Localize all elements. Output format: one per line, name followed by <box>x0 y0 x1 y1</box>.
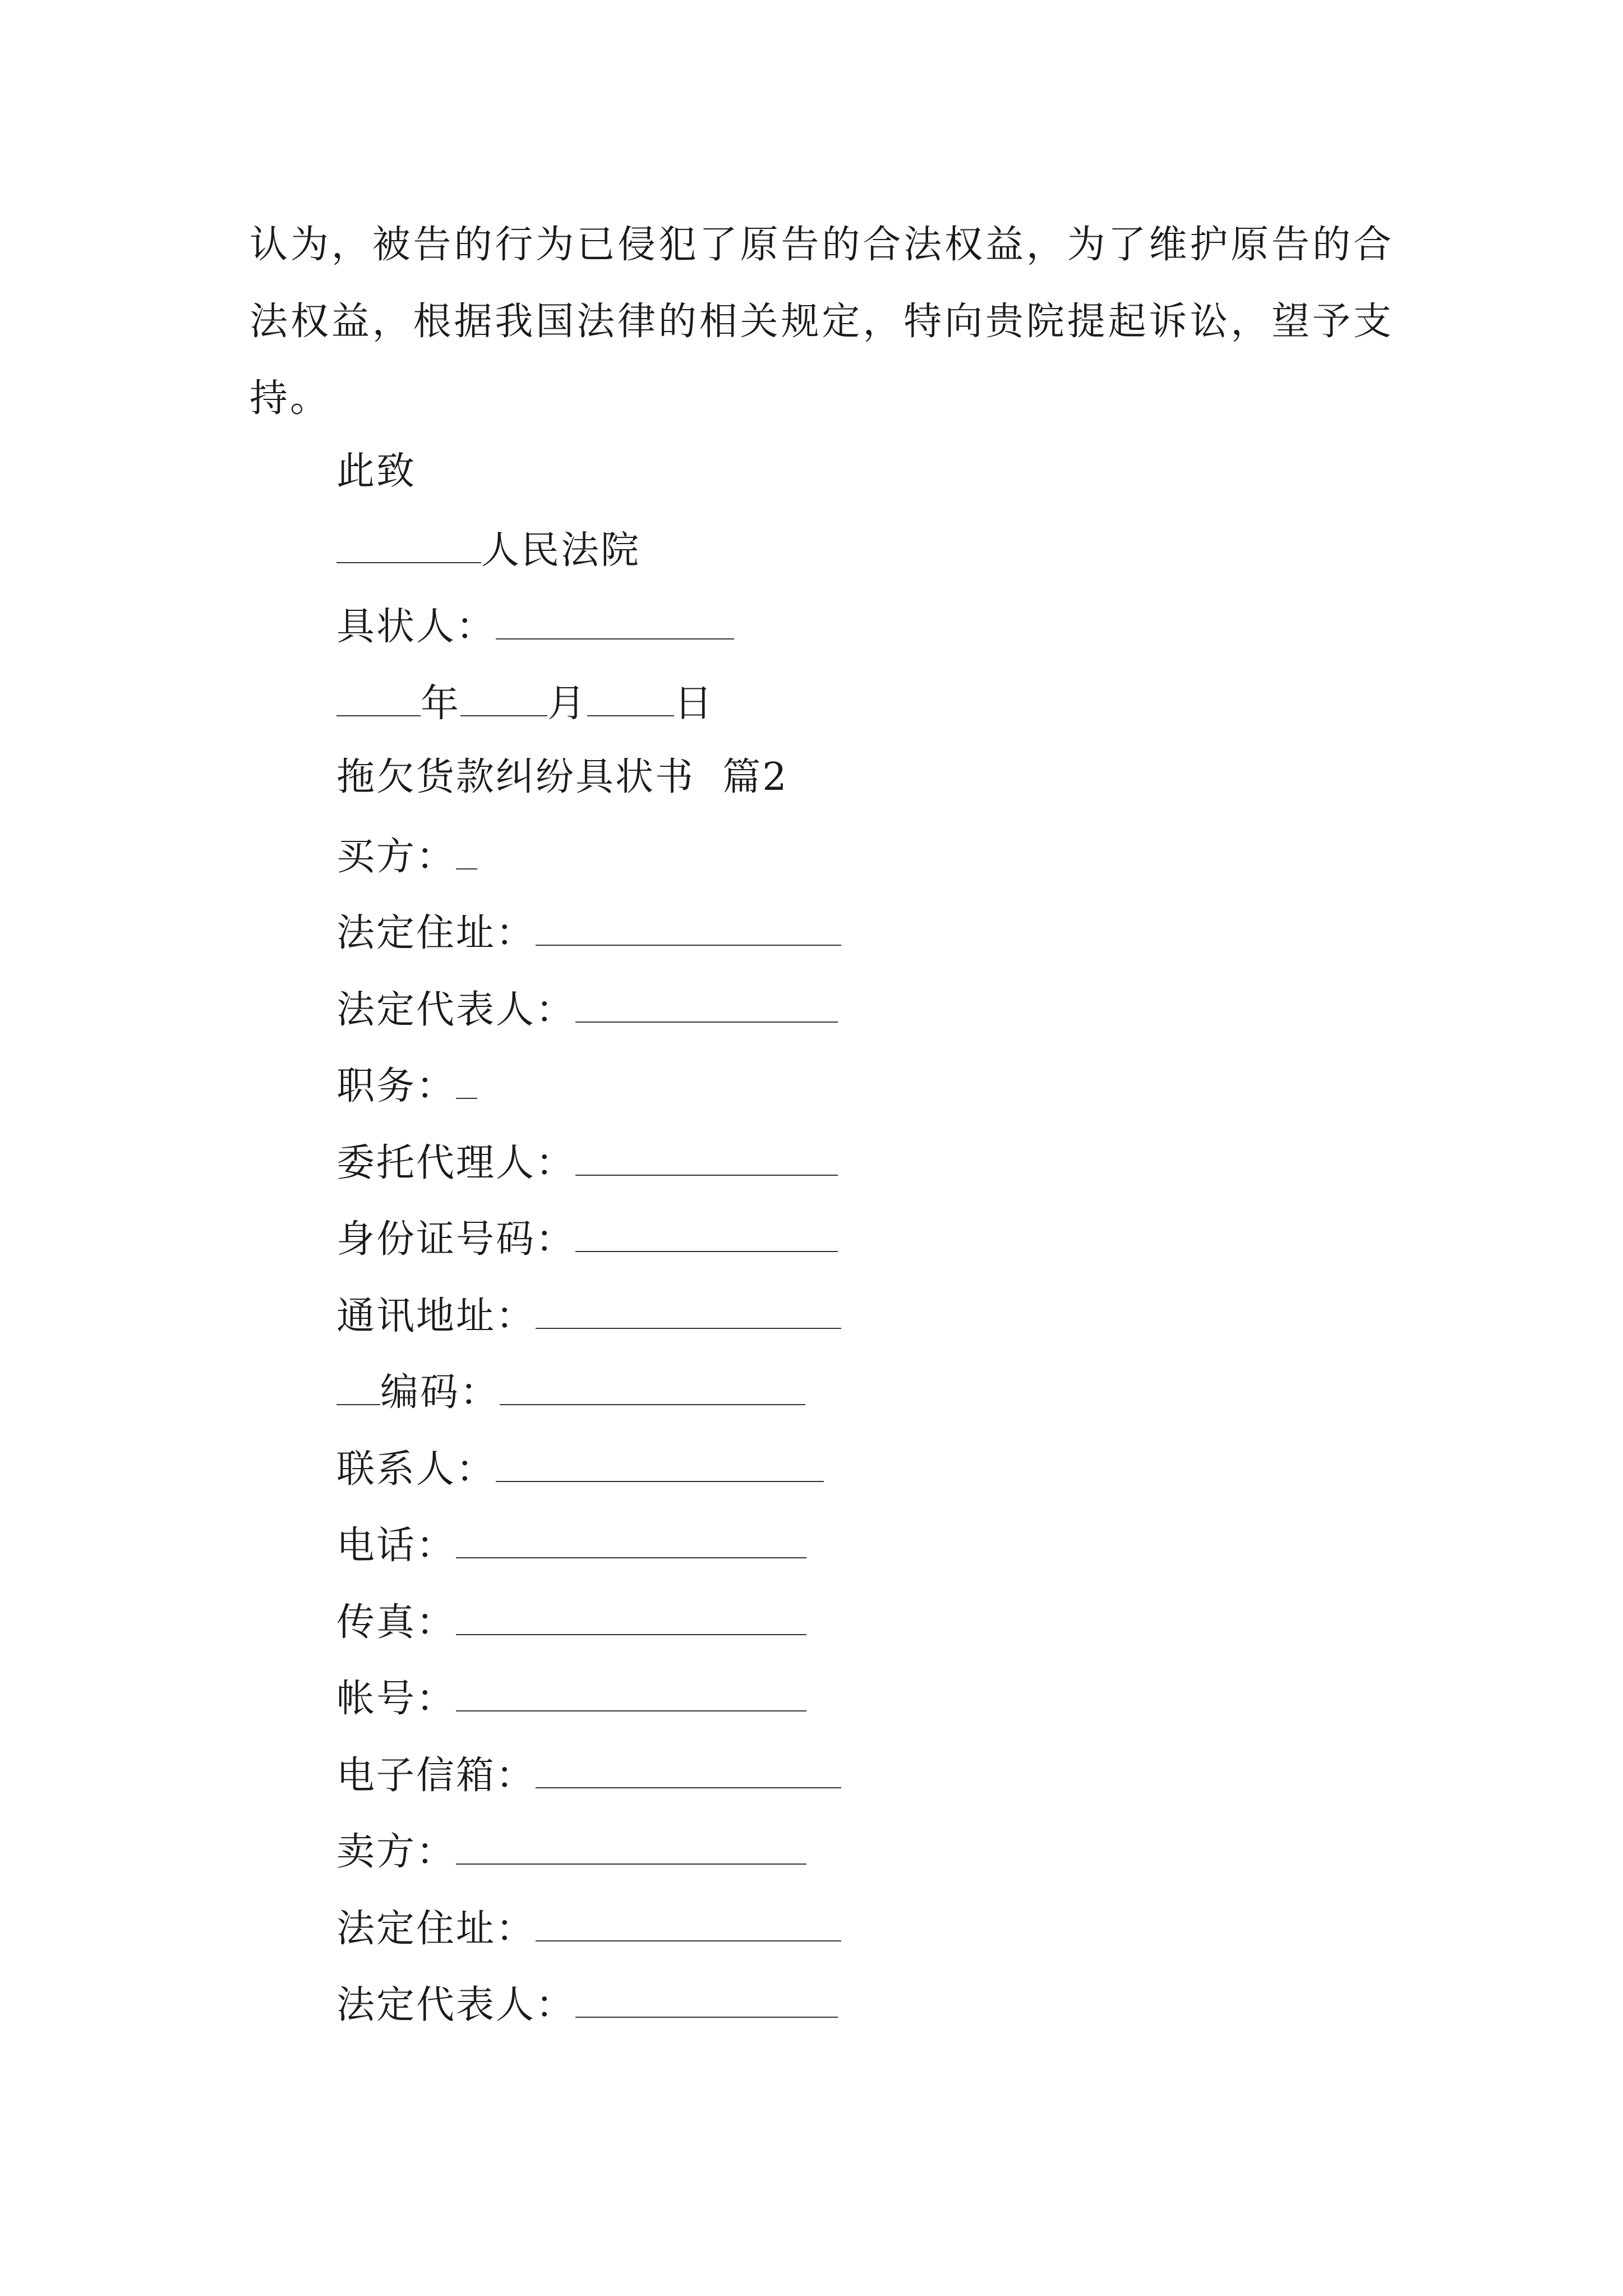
month-blank <box>460 676 547 716</box>
field-buyer <box>336 829 477 880</box>
field-position <box>336 1059 477 1109</box>
section-title <box>336 752 789 803</box>
field-label: 法定代表人： <box>336 1983 576 2027</box>
field-id-number <box>336 1212 838 1262</box>
plaintiff-line <box>336 599 734 650</box>
field-label: 通讯地址： <box>336 1294 536 1338</box>
year-label: 年 <box>421 682 461 726</box>
day-label: 日 <box>674 682 714 726</box>
field-buyer-address <box>336 905 841 956</box>
field-blank <box>575 982 838 1023</box>
court-text: 人民法院 <box>481 528 641 573</box>
code-prefix-blank <box>336 1365 380 1405</box>
field-blank <box>536 1289 841 1329</box>
field-blank <box>456 1595 806 1635</box>
field-blank <box>496 1442 824 1482</box>
court-blank <box>336 523 481 563</box>
field-label: 卖方： <box>336 1830 457 1874</box>
field-blank <box>456 1824 806 1865</box>
date-line <box>336 676 714 726</box>
field-blank <box>575 1212 838 1252</box>
field-blank <box>536 1901 841 1941</box>
field-blank <box>575 1135 838 1176</box>
field-label: 电子信箱： <box>336 1754 536 1798</box>
field-seller-representative <box>336 1977 838 2028</box>
year-blank <box>336 676 421 716</box>
field-agent <box>336 1135 838 1186</box>
field-blank <box>575 1977 838 2018</box>
field-label: 身份证号码： <box>336 1217 576 1262</box>
court-line <box>336 523 640 573</box>
field-label: 法定住址： <box>336 911 536 955</box>
field-seller <box>336 1824 806 1875</box>
field-mailing-address <box>336 1289 841 1339</box>
plaintiff-label: 具状人： <box>336 605 496 649</box>
field-blank <box>456 1059 477 1099</box>
closing-text: 此致 <box>336 449 417 494</box>
field-contact <box>336 1442 824 1492</box>
closing-line <box>336 447 416 497</box>
field-label: 法定住址： <box>336 1907 536 1951</box>
field-code <box>336 1365 805 1415</box>
month-label: 月 <box>547 682 588 726</box>
field-phone <box>336 1518 806 1568</box>
field-email <box>336 1748 841 1798</box>
field-account <box>336 1671 806 1722</box>
field-seller-address <box>336 1901 841 1952</box>
field-buyer-representative <box>336 982 838 1033</box>
section-title-text: 拖欠货款纠纷具状书 篇2 <box>336 755 789 799</box>
field-blank <box>456 829 477 869</box>
field-label: 法定代表人： <box>336 988 576 1032</box>
body-paragraph: 认为，被告的行为已侵犯了原告的合法权益，为了维护原告的合法权益，根据我国法律的相关规定，特向贵院提起诉讼，望予支持。 <box>250 223 1394 421</box>
field-fax <box>336 1595 806 1645</box>
field-blank <box>456 1518 806 1558</box>
field-label: 委托代理人： <box>336 1141 576 1185</box>
field-blank <box>456 1671 806 1711</box>
field-label: 电话： <box>336 1524 457 1568</box>
field-label: 联系人： <box>336 1447 496 1492</box>
field-blank <box>536 1748 841 1788</box>
plaintiff-blank <box>496 599 734 639</box>
field-label: 编码： <box>380 1370 500 1415</box>
field-label: 传真： <box>336 1600 457 1645</box>
field-label: 职务： <box>336 1064 457 1108</box>
field-label: 帐号： <box>336 1677 457 1721</box>
field-blank <box>536 905 841 946</box>
field-label: 买方： <box>336 835 457 879</box>
day-blank <box>587 676 674 716</box>
field-blank <box>500 1365 805 1405</box>
